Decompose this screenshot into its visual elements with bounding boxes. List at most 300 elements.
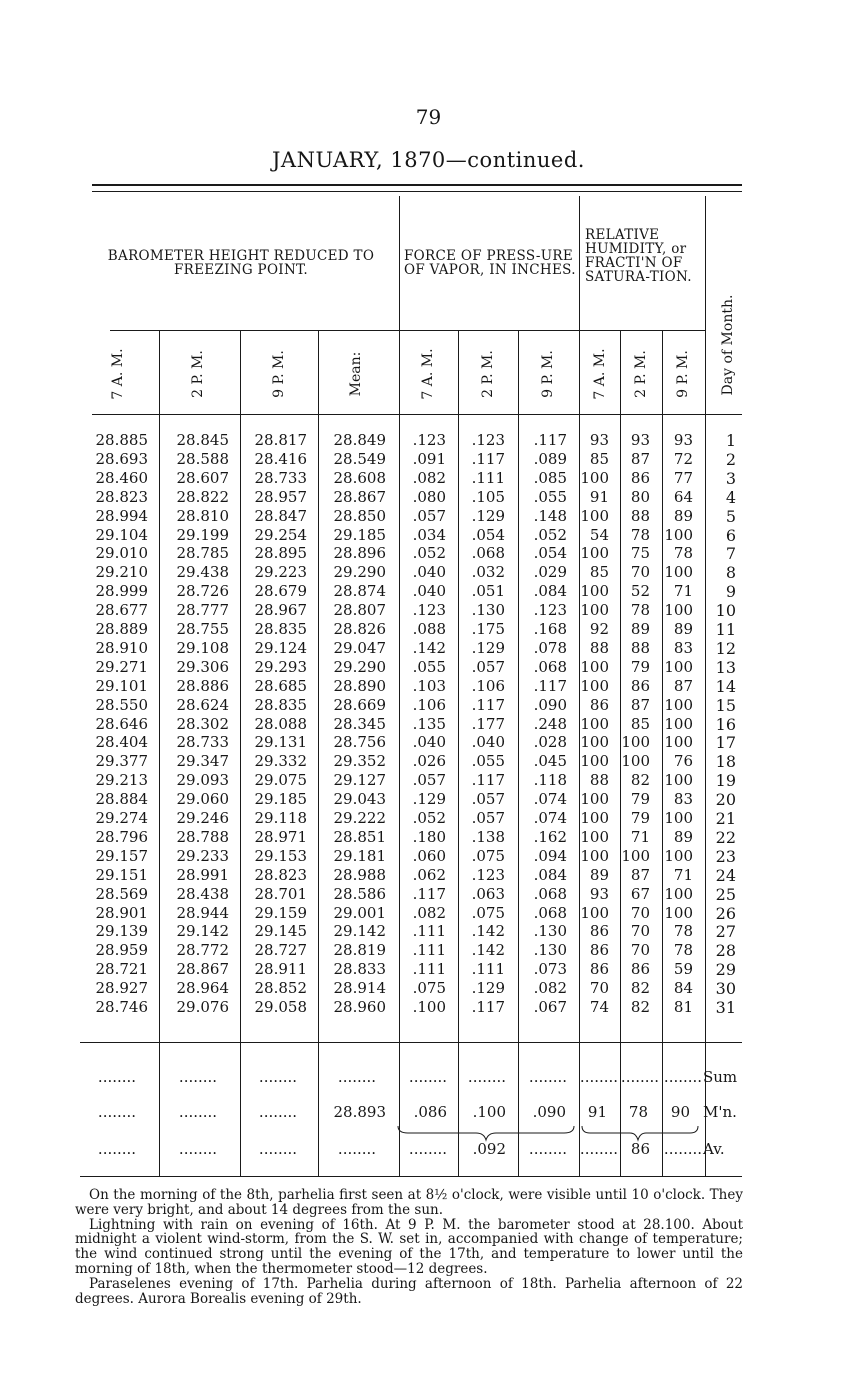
table-cell: 28.896 — [333, 544, 386, 563]
table-cell: 28.721 — [95, 960, 148, 979]
table-cell: 100 — [580, 903, 609, 922]
column-header: 7 A. M. — [592, 348, 608, 400]
table-cell: 100 — [580, 846, 609, 865]
table-cell: 29.153 — [254, 846, 307, 865]
table-cell: .142 — [412, 638, 446, 657]
table-cell: .062 — [412, 865, 446, 884]
day-cell: 18 — [715, 752, 736, 772]
barometer-group-header: BAROMETER HEIGHT REDUCED TO FREEZING POINT. — [107, 248, 375, 278]
table-cell: 28.756 — [333, 733, 386, 752]
dotted-leader: ........ — [579, 1140, 619, 1158]
table-cell: 28.624 — [176, 695, 229, 714]
table-cell: .032 — [471, 563, 505, 582]
table-cell: 100 — [664, 846, 693, 865]
table-cell: .091 — [412, 449, 446, 468]
table-cell: 29.274 — [95, 809, 148, 827]
table-cell: 29.124 — [254, 638, 307, 657]
table-cell: 28.847 — [254, 506, 307, 525]
table-cell: 28.944 — [176, 903, 229, 922]
table-cell: 100 — [580, 790, 609, 809]
table-cell: 83 — [673, 638, 693, 657]
table-cell: 100 — [580, 676, 609, 695]
table-cell: .052 — [412, 809, 446, 827]
column-header: 2 P. M. — [633, 350, 649, 398]
table-cell: 28.679 — [254, 582, 307, 601]
table-cell: 29.306 — [176, 657, 229, 676]
dotted-leader: ........ — [528, 1068, 568, 1086]
table-cell: 100 — [664, 809, 693, 827]
table-cell: .067 — [533, 998, 567, 1016]
table-cell: .248 — [533, 714, 567, 733]
table-cell: 28.819 — [333, 941, 386, 960]
table-cell: .090 — [533, 695, 567, 714]
table-cell: 28.302 — [176, 714, 229, 733]
table-cell: 29.377 — [95, 752, 148, 771]
table-cell: 28.988 — [333, 865, 386, 884]
table-cell: 79 — [630, 809, 650, 827]
table-cell: 28.588 — [176, 449, 229, 468]
table-cell: .084 — [533, 865, 567, 884]
table-cell: .123 — [533, 601, 567, 620]
table-cell: .111 — [412, 960, 446, 979]
table-cell: .040 — [471, 733, 505, 752]
table-cell: 28.701 — [254, 884, 307, 903]
dotted-leader: ........ — [467, 1068, 507, 1086]
day-cell: 12 — [715, 638, 736, 658]
table-cell: 28.971 — [254, 827, 307, 846]
mean-humidity-7am: 91 — [587, 1103, 607, 1121]
day-cell: 30 — [715, 979, 736, 999]
table-cell: 100 — [664, 903, 693, 922]
table-cell: .118 — [533, 771, 567, 790]
dotted-leader: ........ — [178, 1103, 218, 1121]
table-cell: 86 — [589, 941, 609, 960]
table-cell: 28.964 — [176, 979, 229, 998]
table-cell: .123 — [412, 431, 446, 449]
day-cell: 31 — [715, 998, 736, 1017]
day-cell: 2 — [725, 449, 736, 469]
table-cell: 100 — [580, 733, 609, 752]
table-cell: 28.550 — [95, 695, 148, 714]
humidity-group-header: RELATIVE HUMIDITY, or FRACTI'N OF SATURA-TION. — [585, 227, 692, 285]
dotted-leader: ........ — [97, 1068, 137, 1086]
table-cell: 28.416 — [254, 449, 307, 468]
table-cell: 100 — [621, 733, 650, 752]
table-cell: .057 — [412, 506, 446, 525]
table-cell: 28.874 — [333, 582, 386, 601]
column-header: Mean: — [348, 351, 364, 397]
table-cell: 29.271 — [95, 657, 148, 676]
table-cell: 100 — [664, 771, 693, 790]
table-cell: .117 — [533, 676, 567, 695]
table-cell: .117 — [412, 884, 446, 903]
table-cell: 67 — [630, 884, 650, 903]
table-cell: 28.727 — [254, 941, 307, 960]
table-cell: 79 — [630, 657, 650, 676]
table-cell: 29.001 — [333, 903, 386, 922]
top-rule-thin — [92, 191, 742, 192]
table-cell: 88 — [630, 638, 650, 657]
table-cell: 28.845 — [176, 431, 229, 449]
table-cell: .029 — [533, 563, 567, 582]
dotted-leader: ........ — [97, 1140, 137, 1158]
summary-top-rule — [80, 1042, 742, 1043]
table-cell: .085 — [533, 468, 567, 487]
table-cell: .130 — [471, 601, 505, 620]
dotted-leader: ........ — [258, 1068, 298, 1086]
table-cell: 81 — [673, 998, 693, 1016]
table-cell: 64 — [673, 487, 693, 506]
table-cell: 29.131 — [254, 733, 307, 752]
mean-humidity-9pm: 90 — [670, 1103, 690, 1121]
table-cell: .129 — [471, 506, 505, 525]
table-cell: 29.233 — [176, 846, 229, 865]
dotted-leader: ........ — [258, 1103, 298, 1121]
table-cell: .162 — [533, 827, 567, 846]
table-cell: 28.835 — [254, 695, 307, 714]
table-cell: 86 — [630, 960, 650, 979]
table-cell: 100 — [580, 544, 609, 563]
table-cell: 28.438 — [176, 884, 229, 903]
table-cell: .135 — [412, 714, 446, 733]
table-cell: 86 — [630, 468, 650, 487]
table-cell: 100 — [664, 657, 693, 676]
table-cell: 29.101 — [95, 676, 148, 695]
table-cell: .082 — [412, 903, 446, 922]
table-cell: 82 — [630, 979, 650, 998]
mean-humidity-2pm: 78 — [628, 1103, 648, 1121]
table-cell: 29.293 — [254, 657, 307, 676]
day-cell: 20 — [715, 790, 736, 810]
table-cell: 28.960 — [333, 998, 386, 1016]
table-cell: .055 — [471, 752, 505, 771]
table-cell: 71 — [630, 827, 650, 846]
table-cell: 28.835 — [254, 620, 307, 638]
table-cell: .084 — [533, 582, 567, 601]
table-cell: 93 — [673, 431, 693, 449]
table-cell: 28.826 — [333, 620, 386, 638]
table-cell: 100 — [580, 657, 609, 676]
top-rule — [92, 184, 742, 186]
table-cell: 100 — [580, 468, 609, 487]
table-cell: .177 — [471, 714, 505, 733]
table-cell: 28.959 — [95, 941, 148, 960]
table-cell: 89 — [589, 865, 609, 884]
table-cell: .111 — [471, 468, 505, 487]
table-cell: 52 — [630, 582, 650, 601]
table-cell: 28.549 — [333, 449, 386, 468]
table-cell: 75 — [630, 544, 650, 563]
table-cell: .045 — [533, 752, 567, 771]
table-cell: 29.332 — [254, 752, 307, 771]
table-cell: 28.889 — [95, 620, 148, 638]
table-cell: 70 — [630, 941, 650, 960]
table-cell: 28.867 — [333, 487, 386, 506]
table-cell: 93 — [589, 884, 609, 903]
table-cell: 85 — [630, 714, 650, 733]
table-cell: 28.999 — [95, 582, 148, 601]
table-cell: 28.345 — [333, 714, 386, 733]
day-cell: 15 — [715, 695, 736, 715]
table-cell: 86 — [630, 676, 650, 695]
table-cell: 29.118 — [254, 809, 307, 827]
table-cell: 28.822 — [176, 487, 229, 506]
table-cell: 29.185 — [254, 790, 307, 809]
table-cell: 100 — [580, 752, 609, 771]
table-cell: 29.222 — [333, 809, 386, 827]
dotted-leader: ........ — [663, 1140, 703, 1158]
day-cell: 22 — [715, 827, 736, 847]
day-cell: 6 — [725, 525, 736, 545]
mean-vapor-7am: .086 — [413, 1103, 447, 1121]
column-header: 9 P. M. — [540, 350, 556, 398]
table-cell: .123 — [412, 601, 446, 620]
table-cell: 70 — [630, 922, 650, 941]
table-cell: 89 — [673, 506, 693, 525]
table-cell: 86 — [589, 922, 609, 941]
day-cell: 28 — [715, 941, 736, 961]
table-cell: 29.438 — [176, 563, 229, 582]
dotted-leader: ........ — [620, 1068, 660, 1086]
table-cell: 29.127 — [333, 771, 386, 790]
table-cell: .075 — [412, 979, 446, 998]
table-cell: 29.043 — [333, 790, 386, 809]
table-cell: 29.290 — [333, 563, 386, 582]
table-cell: 29.181 — [333, 846, 386, 865]
table-cell: 85 — [589, 449, 609, 468]
table-cell: 28.957 — [254, 487, 307, 506]
table-cell: 29.010 — [95, 544, 148, 563]
table-cell: 88 — [630, 506, 650, 525]
table-cell: .026 — [412, 752, 446, 771]
day-cell: 3 — [725, 468, 736, 488]
table-cell: .138 — [471, 827, 505, 846]
table-cell: 29.254 — [254, 525, 307, 544]
table-cell: 28.669 — [333, 695, 386, 714]
table-cell: 28.901 — [95, 903, 148, 922]
table-cell: 28.772 — [176, 941, 229, 960]
dotted-leader: ........ — [579, 1068, 619, 1086]
table-cell: 28.755 — [176, 620, 229, 638]
table-cell: 54 — [589, 525, 609, 544]
table-cell: 70 — [630, 563, 650, 582]
mean-label: M'n. — [703, 1103, 737, 1121]
table-cell: 78 — [630, 601, 650, 620]
table-cell: .148 — [533, 506, 567, 525]
table-cell: 28.607 — [176, 468, 229, 487]
footnote: Lightning with rain on evening of 16th. At 9 P. M. the barometer stood at 28.100. About midnight a violent wind-storm, from the S. W. set in, accompanied with change of temperature; the wind continued strong until the evening of the 17th, and temperature to lower until the morning of 18th, when the thermometer stood—12 degrees. — [75, 1216, 743, 1277]
table-cell: 29.058 — [254, 998, 307, 1016]
table-cell: 28.851 — [333, 827, 386, 846]
table-cell: 87 — [630, 449, 650, 468]
table-cell: .082 — [412, 468, 446, 487]
table-cell: 28.733 — [176, 733, 229, 752]
table-cell: 78 — [673, 941, 693, 960]
table-cell: .111 — [471, 960, 505, 979]
day-cell: 1 — [725, 431, 736, 450]
table-cell: .054 — [471, 525, 505, 544]
table-cell: .057 — [471, 657, 505, 676]
table-cell: 29.145 — [254, 922, 307, 941]
table-cell: 100 — [664, 714, 693, 733]
table-cell: .040 — [412, 582, 446, 601]
table-cell: 28.677 — [95, 601, 148, 620]
table-cell: .103 — [412, 676, 446, 695]
table-cell: .106 — [471, 676, 505, 695]
table-cell: 78 — [673, 922, 693, 941]
table-cell: 28.911 — [254, 960, 307, 979]
table-cell: 29.142 — [176, 922, 229, 941]
page-title: JANUARY, 1870—continued. — [272, 148, 585, 172]
table-cell: 77 — [673, 468, 693, 487]
table-cell: 28.608 — [333, 468, 386, 487]
table-cell: .117 — [533, 431, 567, 449]
table-cell: 28.994 — [95, 506, 148, 525]
table-cell: 28.693 — [95, 449, 148, 468]
table-cell: 28.927 — [95, 979, 148, 998]
table-cell: .175 — [471, 620, 505, 638]
table-cell: .094 — [533, 846, 567, 865]
table-cell: 29.223 — [254, 563, 307, 582]
mean-barometer: 28.893 — [333, 1103, 386, 1121]
table-cell: 92 — [589, 620, 609, 638]
day-cell: 4 — [725, 487, 736, 507]
table-cell: 79 — [630, 790, 650, 809]
table-cell: 76 — [673, 752, 693, 771]
table-cell: .074 — [533, 790, 567, 809]
table-cell: 100 — [664, 525, 693, 544]
average-label: Av. — [703, 1140, 725, 1158]
table-cell: .040 — [412, 733, 446, 752]
day-cell: 8 — [725, 563, 736, 583]
day-cell: 19 — [715, 771, 736, 791]
table-cell: 28.810 — [176, 506, 229, 525]
table-cell: 28.746 — [95, 998, 148, 1016]
table-cell: 29.347 — [176, 752, 229, 771]
average-humidity: 86 — [630, 1140, 650, 1158]
table-cell: .117 — [471, 771, 505, 790]
table-cell: 29.108 — [176, 638, 229, 657]
dotted-leader: ........ — [178, 1068, 218, 1086]
day-cell: 25 — [715, 884, 736, 904]
column-header: 7 A. M. — [110, 348, 126, 400]
table-cell: 28.685 — [254, 676, 307, 695]
table-cell: 29.139 — [95, 922, 148, 941]
dotted-leader: ........ — [337, 1140, 377, 1158]
table-cell: 29.076 — [176, 998, 229, 1016]
table-cell: .054 — [533, 544, 567, 563]
table-cell: 100 — [664, 884, 693, 903]
table-cell: 28.088 — [254, 714, 307, 733]
column-header: 9 P. M. — [675, 350, 691, 398]
table-cell: .117 — [471, 695, 505, 714]
table-cell: 87 — [673, 676, 693, 695]
table-cell: 88 — [589, 771, 609, 790]
table-cell: 89 — [630, 620, 650, 638]
table-cell: 74 — [589, 998, 609, 1016]
dotted-leader: ........ — [97, 1103, 137, 1121]
table-cell: .068 — [471, 544, 505, 563]
column-header: 9 P. M. — [271, 350, 287, 398]
table-cell: 28.991 — [176, 865, 229, 884]
table-cell: 28.788 — [176, 827, 229, 846]
table-cell: .111 — [412, 922, 446, 941]
sum-label: Sum — [703, 1068, 738, 1086]
table-cell: .078 — [533, 638, 567, 657]
table-cell: 71 — [673, 582, 693, 601]
table-cell: .117 — [471, 998, 505, 1016]
table-cell: .055 — [412, 657, 446, 676]
column-header: 2 P. M. — [480, 350, 496, 398]
table-cell: .068 — [533, 884, 567, 903]
day-cell: 27 — [715, 922, 736, 942]
table-cell: .129 — [471, 979, 505, 998]
table-cell: 28.733 — [254, 468, 307, 487]
table-cell: 29.185 — [333, 525, 386, 544]
day-of-month-header: Day of Month. — [720, 294, 736, 396]
table-cell: 28.823 — [95, 487, 148, 506]
table-cell: 100 — [664, 601, 693, 620]
table-cell: .060 — [412, 846, 446, 865]
day-cell: 9 — [725, 582, 736, 602]
table-cell: .129 — [412, 790, 446, 809]
dotted-leader: ........ — [178, 1140, 218, 1158]
table-cell: 29.060 — [176, 790, 229, 809]
table-cell: 29.199 — [176, 525, 229, 544]
day-cell: 16 — [715, 714, 736, 734]
table-cell: .123 — [471, 431, 505, 449]
table-cell: 70 — [589, 979, 609, 998]
table-cell: .142 — [471, 922, 505, 941]
table-cell: 91 — [589, 487, 609, 506]
table-cell: .040 — [412, 563, 446, 582]
table-cell: .180 — [412, 827, 446, 846]
table-cell: 28.796 — [95, 827, 148, 846]
mean-vapor-9pm: .090 — [532, 1103, 566, 1121]
table-cell: 100 — [580, 601, 609, 620]
day-cell: 17 — [715, 733, 736, 753]
table-cell: .074 — [533, 809, 567, 827]
column-header: 7 A. M. — [420, 348, 436, 400]
table-cell: 93 — [589, 431, 609, 449]
table-cell: 93 — [630, 431, 650, 449]
day-cell: 26 — [715, 903, 736, 923]
table-cell: 28.884 — [95, 790, 148, 809]
table-cell: 100 — [580, 582, 609, 601]
mean-vapor-2pm: .100 — [472, 1103, 506, 1121]
table-cell: .028 — [533, 733, 567, 752]
table-cell: 28.460 — [95, 468, 148, 487]
table-cell: .100 — [412, 998, 446, 1016]
table-cell: .052 — [412, 544, 446, 563]
vapor-group-header: FORCE OF PRESS-URE OF VAPOR, IN INCHES. — [404, 248, 576, 278]
table-cell: .034 — [412, 525, 446, 544]
table-cell: 28.823 — [254, 865, 307, 884]
table-cell: 87 — [630, 695, 650, 714]
table-cell: 28.895 — [254, 544, 307, 563]
footnote: Paraselenes evening of 17th. Parhelia during afternoon of 18th. Parhelia afternoon of 22 degrees. Aurora Borealis evening of 29th. — [75, 1275, 743, 1307]
table-cell: 29.246 — [176, 809, 229, 827]
table-cell: 100 — [580, 714, 609, 733]
table-cell: 87 — [630, 865, 650, 884]
table-cell: 28.886 — [176, 676, 229, 695]
table-cell: 28.849 — [333, 431, 386, 449]
day-cell: 21 — [715, 809, 736, 828]
table-cell: 29.104 — [95, 525, 148, 544]
table-cell: .075 — [471, 846, 505, 865]
table-cell: .051 — [471, 582, 505, 601]
day-cell: 5 — [725, 506, 736, 526]
